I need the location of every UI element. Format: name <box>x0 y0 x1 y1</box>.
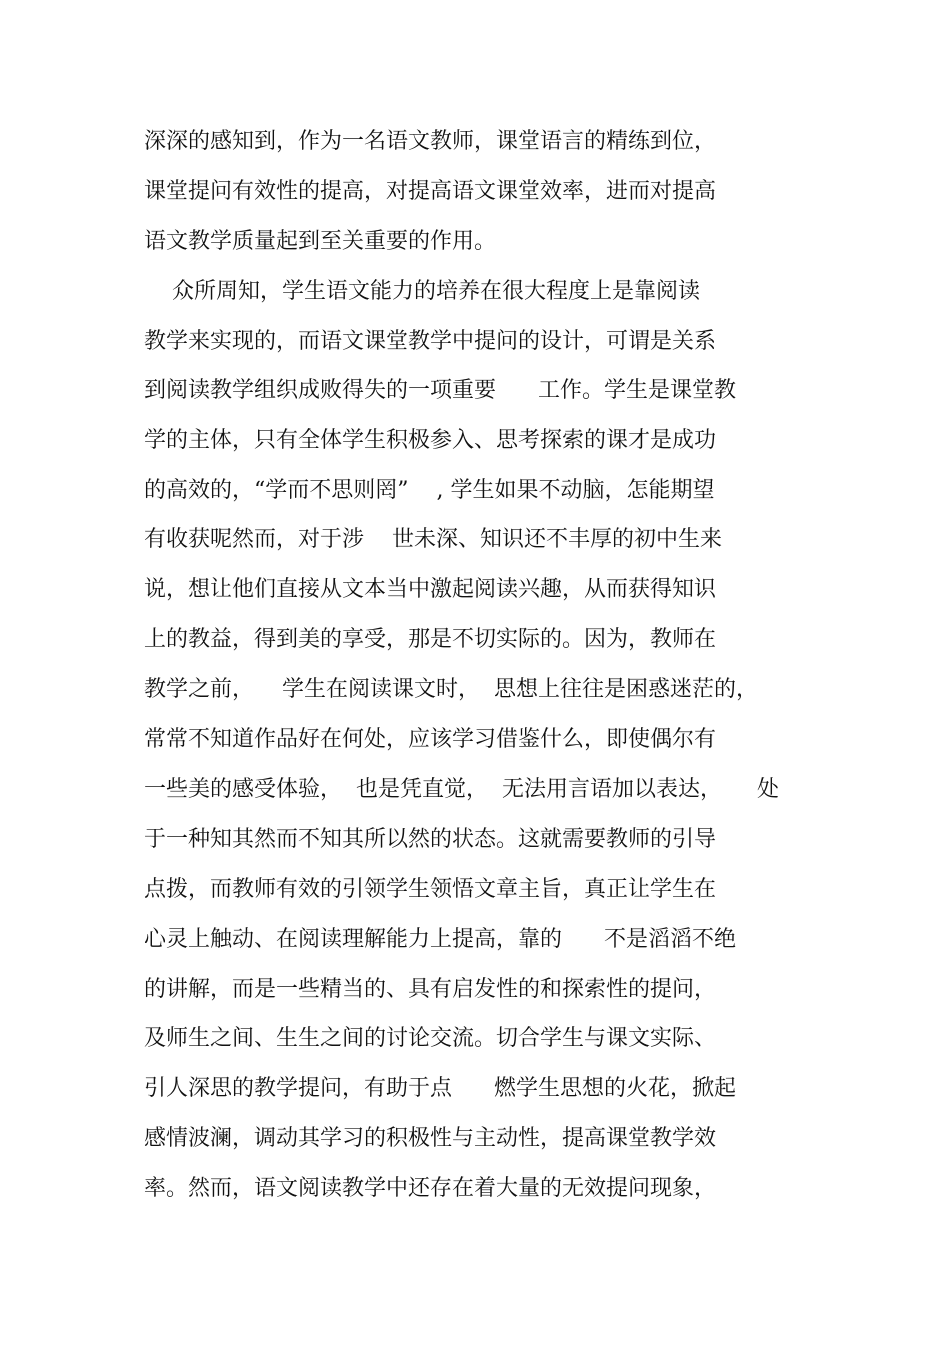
text-line: 上的教益，得到美的享受，那是不切实际的。因为，教师在 <box>144 627 717 652</box>
text-line: 率。然而，语文阅读教学中还存在着大量的无效提问现象， <box>144 1176 717 1201</box>
text-line: 众所周知，学生语文能力的培养在很大程度上是靠阅读 <box>144 279 700 304</box>
text-line: 有收获呢然而，对于涉 世未深、知识还不丰厚的初中生来 <box>144 527 722 552</box>
text-line: 语文教学质量起到至关重要的作用。 <box>144 229 497 254</box>
text-line: 及师生之间、生生之间的讨论交流。切合学生与课文实际、 <box>144 1026 717 1051</box>
text-line: 的讲解，而是一些精当的、具有启发性的和探索性的提问， <box>144 977 717 1002</box>
text-line: 说，想让他们直接从文本当中激起阅读兴趣，从而获得知识 <box>144 577 717 602</box>
text-line: 引人深思的教学提问，有助于点 燃学生思想的火花，掀起 <box>144 1076 736 1101</box>
text-line: 教学之前， 学生在阅读课文时， 思想上往往是困惑迷茫的， <box>144 677 758 702</box>
text-line: 的高效的，“学而不思则罔” , 学生如果不动脑，怎能期望 <box>144 478 715 503</box>
text-line: 深深的感知到，作为一名语文教师，课堂语言的精练到位， <box>144 129 717 154</box>
text-line: 一些美的感受体验， 也是凭直觉， 无法用言语加以表达， 处 <box>144 777 779 802</box>
text-line: 点拨，而教师有效的引领学生领悟文章主旨，真正让学生在 <box>144 877 717 902</box>
text-line: 感情波澜，调动其学习的积极性与主动性，提高课堂教学效 <box>144 1126 717 1151</box>
text-line: 学的主体，只有全体学生积极参入、思考探索的课才是成功 <box>144 428 717 453</box>
text-line: 教学来实现的，而语文课堂教学中提问的设计，可谓是关系 <box>144 329 717 354</box>
text-line: 于一种知其然而不知其所以然的状态。这就需要教师的引导 <box>144 827 717 852</box>
text-line: 到阅读教学组织成败得失的一项重要 工作。学生是课堂教 <box>144 378 736 403</box>
text-line: 课堂提问有效性的提高，对提高语文课堂效率，进而对提高 <box>144 179 717 204</box>
text-line: 常常不知道作品好在何处，应该学习借鉴什么，即使偶尔有 <box>144 727 717 752</box>
text-line: 心灵上触动、在阅读理解能力上提高，靠的 不是滔滔不绝 <box>144 927 736 952</box>
